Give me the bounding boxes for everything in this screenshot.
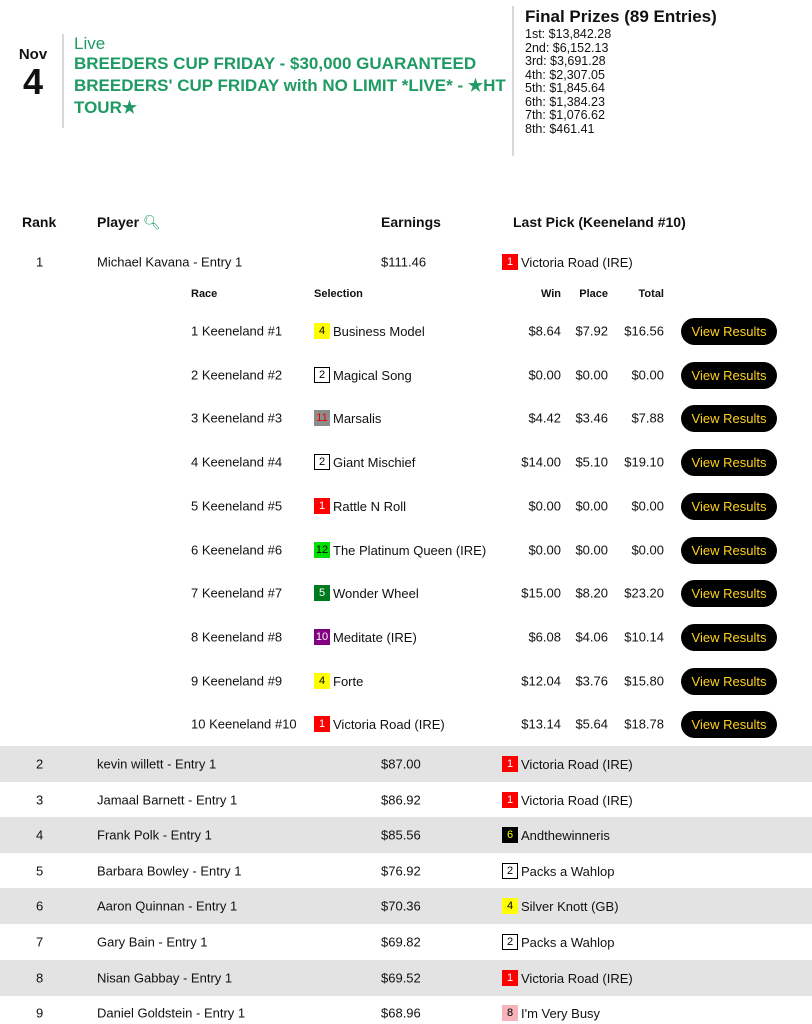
final-prizes: [512, 6, 802, 156]
last-pick-cell: [502, 792, 633, 808]
win-cell: $15.00: [521, 585, 561, 601]
earnings-cell: $68.96: [381, 1005, 421, 1021]
selection-cell: [314, 410, 381, 426]
saddlecloth-badge: 1: [502, 792, 518, 808]
picks-header-total: Total: [638, 288, 664, 300]
place-cell: $7.92: [575, 323, 608, 339]
saddlecloth-badge: 2: [502, 863, 518, 879]
view-results-button[interactable]: View Results: [681, 449, 777, 476]
race-cell: 5 Keeneland #5: [191, 498, 283, 514]
rank-cell: 1: [36, 254, 44, 270]
earnings-cell: $86.92: [381, 792, 421, 808]
race-cell: 2 Keeneland #2: [191, 367, 283, 383]
saddlecloth-badge: 4: [314, 673, 330, 689]
win-cell: $0.00: [528, 542, 561, 558]
player-name[interactable]: Frank Polk - Entry 1: [97, 827, 212, 843]
place-cell: $5.64: [575, 716, 608, 732]
place-cell: $0.00: [575, 367, 608, 383]
race-cell: 8 Keeneland #8: [191, 629, 283, 645]
prize-line: 1st: $13,842.28: [525, 27, 612, 41]
horse-name: Meditate (IRE): [333, 629, 417, 645]
picks-header-win: Win: [540, 288, 561, 300]
race-cell: 4 Keeneland #4: [191, 454, 283, 470]
saddlecloth-badge: 1: [314, 716, 330, 732]
saddlecloth-badge: 6: [502, 827, 518, 843]
rank-cell: 8: [36, 970, 44, 986]
pick-row: [0, 316, 812, 346]
horse-name: Business Model: [333, 323, 425, 339]
picks-header-selection: Selection: [314, 288, 363, 300]
player-name[interactable]: Daniel Goldstein - Entry 1: [97, 1005, 246, 1021]
selection-cell: [314, 454, 415, 470]
prize-line: 5th: $1,845.64: [525, 81, 605, 95]
event-name: BREEDERS CUP FRIDAY - $30,000 GUARANTEED BREEDERS' CUP FRIDAY with NO LIMIT *LIVE* - ★HT TOUR★: [74, 54, 506, 117]
horse-name: Rattle N Roll: [333, 498, 406, 514]
view-results-button[interactable]: View Results: [681, 624, 777, 651]
picks-header-place: Place: [579, 288, 608, 300]
selection-cell: [314, 673, 363, 689]
table-row[interactable]: [0, 995, 812, 1024]
event-day: 4: [22, 61, 44, 102]
prize-line: 4th: $2,307.05: [525, 67, 605, 82]
last-pick-cell: [502, 934, 614, 950]
selection-cell: [314, 498, 406, 514]
leaderboard-header: [0, 214, 812, 234]
view-results-button[interactable]: View Results: [681, 318, 777, 345]
player-name[interactable]: Michael Kavana - Entry 1: [97, 254, 243, 270]
player-header-label: Player: [97, 214, 140, 230]
pick-row: [0, 491, 812, 521]
pick-row: [0, 403, 812, 433]
last-pick-cell: [502, 863, 614, 879]
event-date: [14, 46, 52, 101]
race-cell: 10 Keeneland #10: [191, 716, 297, 732]
total-cell: $23.20: [624, 585, 664, 601]
selection-cell: [314, 367, 412, 383]
event-month: Nov: [18, 46, 48, 63]
earnings-cell: $70.36: [381, 898, 421, 914]
player-header: [97, 214, 161, 231]
rank-cell: 4: [36, 827, 44, 843]
horse-name: Victoria Road (IRE): [521, 756, 633, 772]
table-row[interactable]: [0, 888, 812, 924]
saddlecloth-badge: 2: [314, 454, 330, 470]
earnings-cell: $69.82: [381, 934, 421, 950]
last-pick-cell: [502, 254, 633, 270]
search-icon[interactable]: 🔍︎: [143, 214, 161, 230]
rank-header: Rank: [22, 214, 57, 230]
race-cell: 7 Keeneland #7: [191, 585, 283, 601]
last-pick-cell: [502, 756, 633, 772]
table-row[interactable]: [0, 924, 812, 960]
horse-name: Marsalis: [333, 410, 382, 426]
pick-row: [0, 622, 812, 652]
place-cell: $0.00: [575, 542, 608, 558]
win-cell: $13.14: [521, 716, 561, 732]
saddlecloth-badge: 4: [314, 323, 330, 339]
horse-name: Forte: [333, 673, 364, 689]
prize-line: 6th: $1,384.23: [525, 94, 605, 109]
table-row[interactable]: [0, 853, 812, 889]
saddlecloth-badge: 10: [315, 631, 329, 643]
rank-cell: 5: [36, 863, 44, 879]
selection-cell: [314, 716, 445, 732]
earnings-cell: $85.56: [381, 827, 421, 843]
saddlecloth-badge: 12: [315, 544, 329, 556]
total-cell: $0.00: [631, 498, 664, 514]
rank-cell: 9: [36, 1005, 44, 1021]
horse-name: Wonder Wheel: [333, 585, 419, 601]
saddlecloth-badge: 2: [502, 934, 518, 950]
race-cell: 6 Keeneland #6: [191, 542, 283, 558]
pick-row: [0, 666, 812, 696]
view-results-button[interactable]: View Results: [681, 711, 777, 738]
horse-name: Victoria Road (IRE): [521, 970, 633, 986]
view-results-button[interactable]: View Results: [681, 362, 777, 389]
total-cell: $19.10: [624, 454, 664, 470]
rank-cell: 3: [36, 792, 44, 808]
place-cell: $8.20: [575, 585, 608, 601]
view-results-button[interactable]: View Results: [681, 537, 777, 564]
horse-name: Silver Knott (GB): [521, 898, 619, 914]
saddlecloth-badge: 1: [502, 970, 518, 986]
selection-cell: [314, 585, 419, 601]
prizes-title: Final Prizes (89 Entries): [525, 7, 717, 26]
total-cell: $18.78: [624, 716, 664, 732]
selection-cell: [314, 629, 417, 645]
place-cell: $3.46: [575, 410, 608, 426]
event-title-block: [62, 34, 512, 128]
earnings-cell: $76.92: [381, 863, 421, 879]
selection-cell: [314, 542, 486, 558]
last-pick-cell: [502, 827, 610, 843]
last-pick-cell: [502, 970, 633, 986]
horse-name: The Platinum Queen (IRE): [333, 542, 487, 558]
pick-row: [0, 447, 812, 477]
horse-name: I'm Very Busy: [521, 1005, 601, 1021]
rank-cell: 2: [36, 756, 44, 772]
last-pick-cell: [502, 1005, 600, 1021]
saddlecloth-badge: 1: [314, 498, 330, 514]
player-name[interactable]: Nisan Gabbay - Entry 1: [97, 970, 233, 986]
earnings-cell: $69.52: [381, 970, 421, 986]
win-cell: $4.42: [528, 410, 561, 426]
horse-name: Victoria Road (IRE): [521, 254, 633, 270]
saddlecloth-badge: 4: [502, 898, 518, 914]
table-row[interactable]: [0, 250, 812, 274]
total-cell: $7.88: [631, 410, 664, 426]
player-name[interactable]: Gary Bain - Entry 1: [97, 934, 208, 950]
prize-line: 7th: $1,076.62: [525, 108, 605, 122]
race-cell: 9 Keeneland #9: [191, 673, 283, 689]
saddlecloth-badge: 8: [502, 1005, 518, 1021]
view-results-button[interactable]: View Results: [681, 493, 777, 520]
player-name[interactable]: Aaron Quinnan - Entry 1: [97, 898, 238, 914]
last-pick-header: Last Pick (Keeneland #10): [513, 214, 686, 230]
total-cell: $10.14: [624, 629, 664, 645]
table-row[interactable]: [0, 817, 812, 853]
race-cell: 1 Keeneland #1: [191, 323, 283, 339]
picks-header-race: Race: [191, 288, 218, 300]
saddlecloth-badge: 1: [502, 756, 518, 772]
rank-cell: 7: [36, 934, 44, 950]
player-name[interactable]: Barbara Bowley - Entry 1: [97, 863, 242, 879]
horse-name: Packs a Wahlop: [521, 863, 615, 879]
win-cell: $0.00: [528, 498, 561, 514]
total-cell: $0.00: [631, 367, 664, 383]
win-cell: $0.00: [528, 367, 561, 383]
total-cell: $0.00: [631, 542, 664, 558]
player-name[interactable]: Jamaal Barnett - Entry 1: [97, 792, 238, 808]
win-cell: $12.04: [521, 673, 561, 689]
table-row[interactable]: [0, 746, 812, 782]
table-row[interactable]: [0, 960, 812, 996]
saddlecloth-badge: 2: [314, 367, 330, 383]
horse-name: Andthewinneris: [521, 827, 610, 843]
win-cell: $14.00: [521, 454, 561, 470]
player-name[interactable]: kevin willett - Entry 1: [97, 756, 217, 772]
saddlecloth-badge: 1: [502, 254, 518, 270]
pick-row: [0, 709, 812, 739]
place-cell: $4.06: [575, 629, 608, 645]
horse-name: Giant Mischief: [333, 454, 416, 470]
place-cell: $5.10: [575, 454, 608, 470]
pick-row: [0, 360, 812, 390]
earnings-cell: $87.00: [381, 756, 421, 772]
horse-name: Packs a Wahlop: [521, 934, 615, 950]
prize-list: [525, 28, 802, 136]
prize-line: 3rd: $3,691.28: [525, 54, 606, 68]
saddlecloth-badge: 5: [314, 585, 330, 601]
last-pick-cell: [502, 898, 619, 914]
total-cell: $16.56: [624, 323, 664, 339]
saddlecloth-badge: 11: [314, 410, 330, 426]
picks-header: [0, 288, 812, 302]
horse-name: Victoria Road (IRE): [333, 716, 445, 732]
prize-line: 8th: $461.41: [525, 121, 595, 136]
race-cell: 3 Keeneland #3: [191, 410, 283, 426]
place-cell: $0.00: [575, 498, 608, 514]
place-cell: $3.76: [575, 673, 608, 689]
prize-line: 2nd: $6,152.13: [525, 40, 609, 55]
view-results-button[interactable]: View Results: [681, 580, 777, 607]
table-row[interactable]: [0, 782, 812, 818]
earnings-header: Earnings: [381, 214, 441, 230]
view-results-button[interactable]: View Results: [681, 668, 777, 695]
horse-name: Victoria Road (IRE): [521, 792, 633, 808]
win-cell: $8.64: [528, 323, 561, 339]
total-cell: $15.80: [624, 673, 664, 689]
horse-name: Magical Song: [333, 367, 412, 383]
view-results-button[interactable]: View Results: [681, 405, 777, 432]
pick-row: [0, 535, 812, 565]
earnings-cell: $111.46: [381, 254, 427, 270]
event-status: Live: [74, 34, 106, 53]
pick-row: [0, 578, 812, 608]
selection-cell: [314, 323, 425, 339]
rank-cell: 6: [36, 898, 44, 914]
win-cell: $6.08: [528, 629, 561, 645]
